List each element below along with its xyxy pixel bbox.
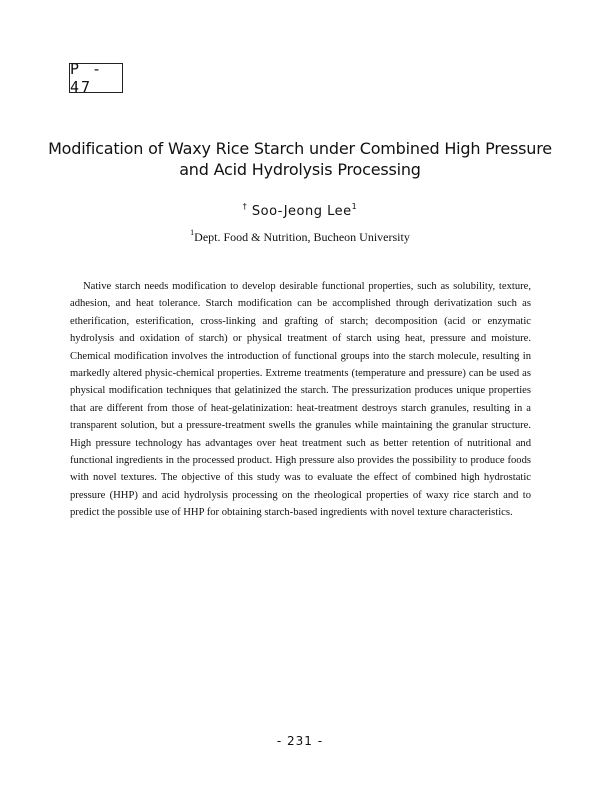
author-name: Soo-Jeong Lee bbox=[251, 204, 352, 219]
poster-number-badge bbox=[69, 60, 123, 96]
poster-number: P - 47 bbox=[70, 60, 104, 96]
title-line-2: and Acid Hydrolysis Processing bbox=[179, 160, 421, 179]
corresponding-author-mark: † bbox=[242, 202, 248, 211]
title-line-1: Modification of Waxy Rice Starch under Combined High Pressure bbox=[48, 139, 552, 158]
affiliation-text: Dept. Food & Nutrition, Bucheon University bbox=[194, 230, 410, 244]
paper-title bbox=[40, 138, 560, 180]
author-line bbox=[0, 204, 600, 219]
affiliation-mark: 1 bbox=[190, 228, 195, 237]
author-affiliation-mark: 1 bbox=[351, 202, 358, 211]
affiliation-line bbox=[0, 230, 600, 245]
abstract-text: Native starch needs modification to develop desirable functional properties, such as solubility, texture, adhesion, and heat tolerance. Starch modification can be accomplished through derivatization such as etherification, esterification, cross-linking and grafting of starch; decomposition (acid or enzymatic hydrolysis and oxidation of starch) or physical treatment of starch using heat, pressure and moisture. Chemical modification involves the introduction of functional groups into the starch molecule, resulting in markedly altered physic-chemical properties. Extreme treatments (temperature and pressure) can be used as physical modification techniques that gelatinized the starch. The pressurization produces unique properties that are different from those of heat-gelatinization: heat-treatment destroys starch granules, resulting in a transparent solution, but a pressure-treatment swells the granules while maintaining the granular structure. High pressure technology has advantages over heat treatment such as better retention of nutritional and functional ingredients in the processed product. High pressure also provides the possibility to produce foods with novel textures. The objective of this study was to evaluate the effect of combined high hydrostatic pressure (HHP) and acid hydrolysis processing on the rheological properties of waxy rice starch and to predict the possible use of HHP for obtaining starch-based ingredients with novel texture characteristics. bbox=[70, 281, 531, 519]
page-number: - 231 - bbox=[276, 734, 324, 748]
